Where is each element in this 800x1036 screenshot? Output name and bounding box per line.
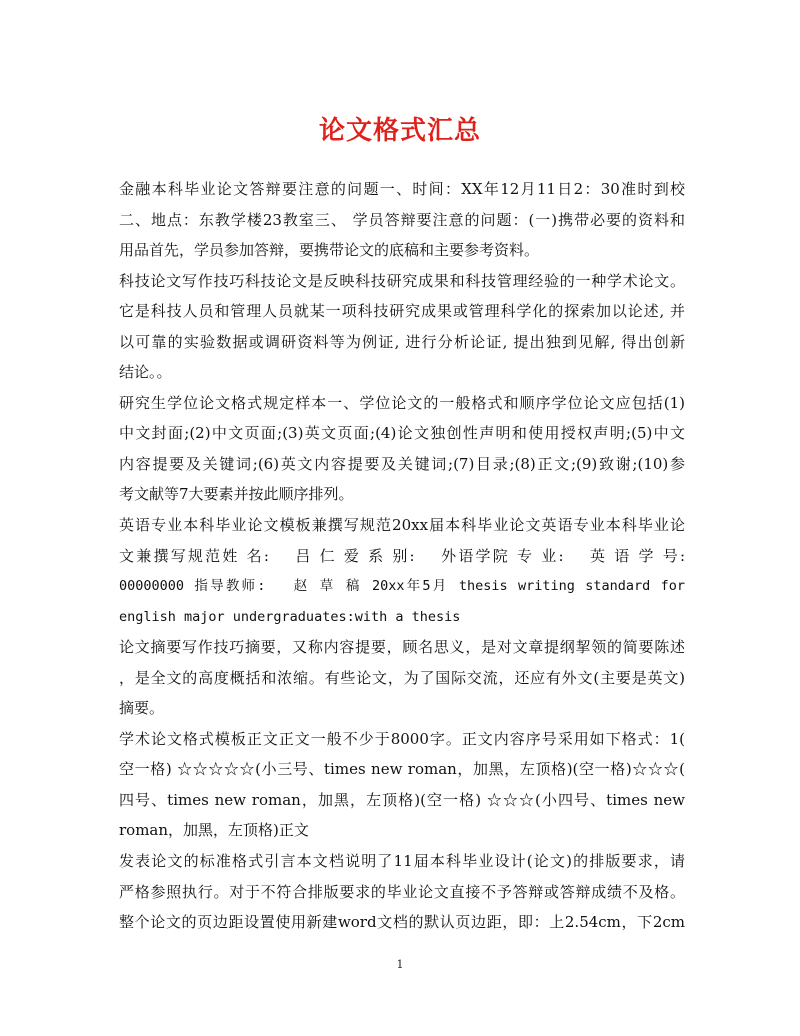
body-line: 科技论文写作技巧科技论文是反映科技研究成果和科技管理经验的一种学术论文。	[119, 271, 685, 290]
body-line: 以可靠的实验数据或调研资料等为例证, 进行分析论证, 提出独到见解, 得出创新	[119, 332, 685, 351]
body-line: 00000000 指导教师: 赵 草 稿 20xx年5月 thesis writing standard for	[119, 578, 685, 595]
body-line: 摘要。	[119, 699, 165, 718]
body-line: 考文献等7大要素并按此顺序排列。	[119, 485, 354, 504]
body-line: 整个论文的页边距设置使用新建word文档的默认页边距，即：上2.54cm，下2cm	[119, 913, 685, 932]
body-line: 论文摘要写作技巧摘要，又称内容提要，顾名思义，是对文章提纲挈领的简要陈述	[119, 638, 685, 657]
page-number: 1	[396, 958, 404, 971]
body-line: 严格参照执行。对于不符合排版要求的毕业论文直接不予答辩或答辩成绩不及格。	[119, 882, 685, 901]
body-line: 内容提要及关键词;(6)英文内容提要及关键词;(7)目录;(8)正文;(9)致谢;(10)参	[119, 454, 685, 473]
body-line: 发表论文的标准格式引言本文档说明了11届本科毕业设计(论文)的排版要求，请	[119, 852, 685, 871]
body-line: 金融本科毕业论文答辩要注意的问题一、时间：XX年12月11日2：30准时到校	[119, 180, 685, 198]
body-line: 英语专业本科毕业论文模板兼撰写规范20xx届本科毕业论文英语专业本科毕业论	[119, 516, 685, 535]
body-line: english major undergraduates:with a thesis	[119, 608, 461, 625]
body-line: 空一格) ☆☆☆☆☆(小三号、times new roman，加黑，左顶格)(空一格)☆☆☆(	[119, 760, 685, 779]
body-line: 结论。。	[119, 363, 172, 382]
body-line: 研究生学位论文格式规定样本一、学位论文的一般格式和顺序学位论文应包括(1)	[119, 393, 685, 412]
document-body	[119, 174, 685, 938]
body-line: ，是全文的高度概括和浓缩。有些论文，为了国际交流，还应有外文(主要是英文)	[119, 668, 685, 687]
body-line: 用品首先，学员参加答辩，要携带论文的底稿和主要参考资料。	[119, 241, 540, 260]
document-title: 论文格式汇总	[318, 116, 481, 146]
body-line: roman，加黑，左顶格)正文	[119, 821, 309, 840]
body-line: 二、地点：东教学楼23教室三、 学员答辩要注意的问题：(一)携带必要的资料和	[119, 210, 685, 229]
body-line: 学术论文格式模板正文正文一般不少于8000字。正文内容序号采用如下格式：1(	[119, 729, 685, 748]
body-line: 它是科技人员和管理人员就某一项科技研究成果或管理科学化的探索加以论述, 并	[119, 302, 685, 321]
body-line: 中文封面;(2)中文页面;(3)英文页面;(4)论文独创性声明和使用授权声明;(5)中文	[119, 424, 685, 443]
body-line: 文兼撰写规范姓 名: 吕 仁 爱 系 别: 外语学院 专 业: 英 语 学 号:	[119, 546, 685, 565]
body-line: 四号、times new roman，加黑，左顶格)(空一格) ☆☆☆(小四号、times new	[119, 790, 685, 809]
